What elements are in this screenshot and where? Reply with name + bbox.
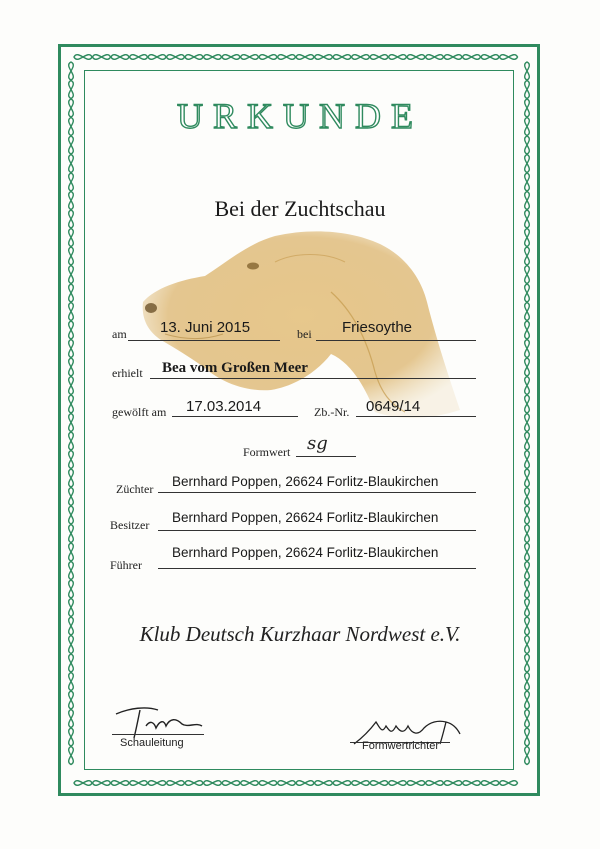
signature-left-label: Schauleitung (120, 737, 184, 749)
zb-line (356, 416, 476, 417)
signature-left-line (112, 734, 204, 735)
handler-line (158, 568, 476, 569)
breeder-value: Bernhard Poppen, 26624 Forlitz-Blaukirchen (172, 474, 439, 489)
dog-name: Bea vom Großen Meer (162, 360, 308, 376)
date-line (128, 340, 280, 341)
handler-value: Bernhard Poppen, 26624 Forlitz-Blaukirchen (172, 545, 439, 560)
formwert-value: sg (307, 433, 328, 454)
place-label: bei (297, 327, 312, 341)
owner-label: Besitzer (110, 518, 150, 532)
zb-value: 0649/14 (366, 398, 421, 415)
breeder-label: Züchter (116, 482, 154, 496)
whelped-label: gewölft am (112, 405, 167, 419)
formwert-line (296, 456, 356, 457)
place-line (316, 340, 476, 341)
received-label: erhielt (112, 366, 143, 380)
whelped-value: 17.03.2014 (186, 398, 262, 415)
certificate-title: URKUNDE (177, 96, 423, 136)
signature-right-label: Formwertrichter (362, 740, 440, 752)
formwert-label: Formwert (243, 445, 291, 459)
whelped-line (172, 416, 298, 417)
place-value: Friesoythe (342, 319, 413, 336)
dog-name-line (150, 378, 476, 379)
handler-label: Führer (110, 558, 142, 572)
owner-line (158, 530, 476, 531)
date-value: 13. Juni 2015 (160, 319, 251, 336)
owner-value: Bernhard Poppen, 26624 Forlitz-Blaukirchen (172, 510, 439, 525)
breeder-line (158, 492, 476, 493)
certificate-subtitle: Bei der Zuchtschau (214, 196, 386, 221)
date-label: am (112, 327, 127, 341)
zb-label: Zb.-Nr. (314, 405, 350, 419)
club-name: Klub Deutsch Kurzhaar Nordwest e.V. (139, 622, 461, 646)
